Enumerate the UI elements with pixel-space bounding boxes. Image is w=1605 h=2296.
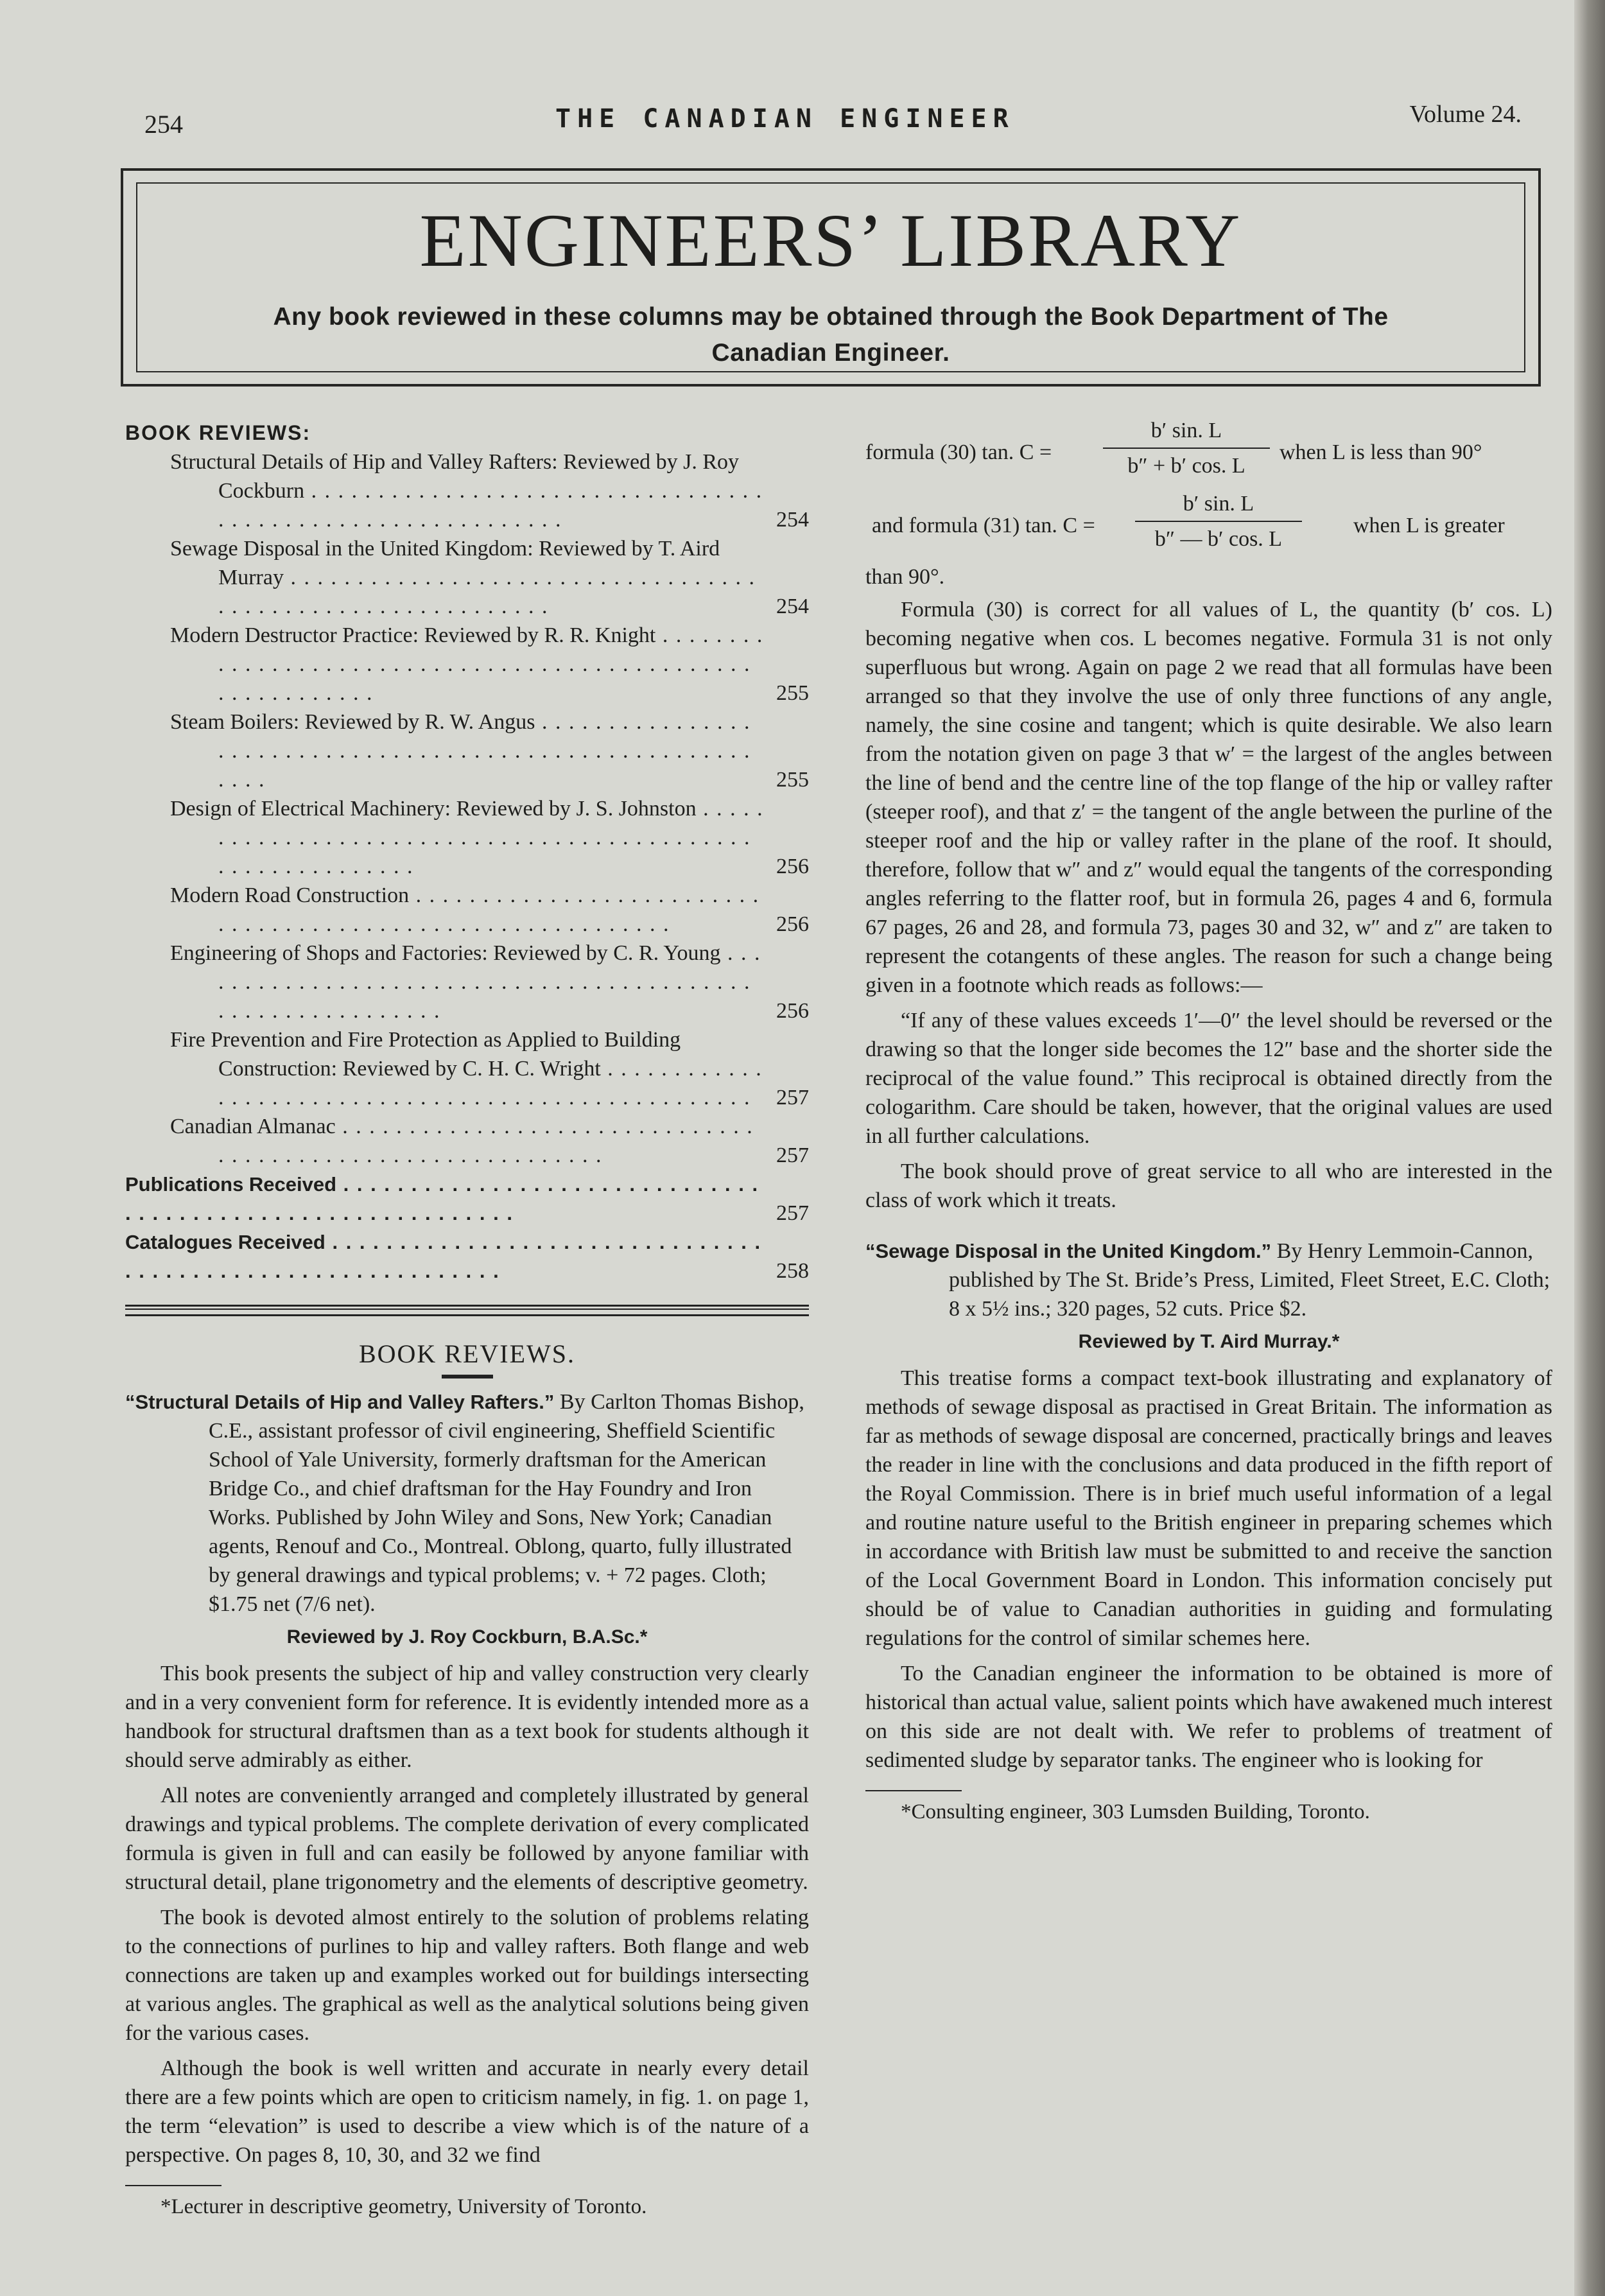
toc-entry: [125, 448, 809, 534]
review-2-paragraph: This treatise forms a compact text-book illustrating and explanatory of methods of sewage disposal as practised in Great Britain. The information as far as methods of sewage disposal are concerned, practically brings and leaves the reader in line with the conclusions and data produced in the fifth report of the Royal Commission. There is in brief much useful information of a legal and routine nature useful to the British engineer in preparing schemes which in accordance with British law must be submitted to and receive the sanction of the Local Government Board in London. This information concisely put should be of value to Canadian authorities in guiding and formulating regulations for the control of similar schemes here.: [865, 1366, 1552, 1650]
review-1-continued-paragraph: “If any of these values exceeds 1′—0″ the level should be reversed or the drawing so that the longer side becomes the 12″ base and the shorter side the reciprocal of the value found.” This reciprocal is obtained directly from the cologarithm. Care should be taken, however, that the original values are used in all further calculations.: [865, 1009, 1552, 1148]
running-header: [144, 96, 1522, 141]
review-2-reviewer: Reviewed by T. Aird Murray.*: [1078, 1331, 1340, 1352]
section-heading: BOOK REVIEWS.: [358, 1339, 576, 1368]
formula-31-condition: when L is greater: [1353, 514, 1505, 537]
review-1-continued-paragraph: The book should prove of great service to all who are interested in the class of work which it treats.: [865, 1160, 1552, 1212]
footnote-rule: [865, 1790, 962, 1791]
review-2-citation-text: By Henry Lemmoin-Cannon, published by The St. Bride’s Press, Limited, Fleet Street, E.C. Cloth; 8 x 5½ ins.; 320 pages, 52 cuts. Price $2.: [949, 1239, 1550, 1321]
toc-leader-dots: . . . . . . . . . . . . . . . . . . . . . . . . . . . . . . . . . . . . . . . . . . . . . . . . . . . . . . . . . . . .: [218, 941, 761, 1023]
section-divider: [125, 1305, 809, 1316]
library-banner: [121, 168, 1541, 387]
toc-entry-title: Steam Boilers: Reviewed by R. W. Angus . . . . . . . . . . . . . . . . . . . . . . . . . . . . . . . . . . . . . . . . . . . . . . . . . . . . . . . . . . . .: [170, 708, 764, 794]
toc-entry: [125, 534, 809, 621]
review-2-title: “Sewage Disposal in the United Kingdom.”: [865, 1240, 1272, 1262]
formula-30-numerator: b′ sin. L: [1150, 419, 1222, 442]
formula-30-lead: formula (30) tan. C =: [865, 440, 1052, 464]
toc-entry: [125, 1170, 809, 1228]
toc-entry-title: Sewage Disposal in the United Kingdom: Reviewed by T. Aird Murray . . . . . . . . . . . . . . . . . . . . . . . . . . . . . . . . . . . . . . . . . . . . . . . . . . . . . . . . . . . .: [170, 534, 764, 621]
formula-30: [865, 416, 1552, 487]
toc-entry-page: 256: [776, 855, 809, 878]
toc-entry: [125, 708, 809, 794]
toc-leader-dots: . . . . . . . . . . . . . . . . . . . . . . . . . . . . . . . . . . . . . . . . . . . . . . . . . . . . . . . . . . . .: [218, 883, 760, 936]
formula-31-fraction: [1135, 489, 1302, 553]
toc-leader-dots: . . . . . . . . . . . . . . . . . . . . . . . . . . . . . . . . . . . . . . . . . . . . . . . . . . . . . . . . . . . .: [218, 566, 756, 618]
toc-entry-page: 256: [776, 912, 809, 936]
toc-entry-page: 257: [776, 1086, 809, 1109]
toc-entry-title: Structural Details of Hip and Valley Rafters: Reviewed by J. Roy Cockburn . . . . . . . . . . . . . . . . . . . . . . . . . . . . . . . . . . . . . . . . . . . . . . . . . . . . . . . . . . . .: [170, 448, 764, 534]
toc-entry-page: 254: [776, 595, 809, 618]
formula-31-lead: and formula (31) tan. C =: [872, 514, 1095, 537]
toc-entry-title: Modern Destructor Practice: Reviewed by R. R. Knight . . . . . . . . . . . . . . . . . . . . . . . . . . . . . . . . . . . . . . . . . . . . . . . . . . . . . . . . . . . .: [170, 621, 764, 708]
left-column: [125, 416, 809, 2222]
toc-entry-page: 257: [776, 1144, 809, 1167]
toc-entry-page: 256: [776, 999, 809, 1023]
review-1-paragraph: All notes are conveniently arranged and completely illustrated by general drawings and typical problems. The complete derivation of every complicated formula is given in full and can easily be followed by anyone familiar with structural detail, plane trigonometry and the elements of descriptive geometry.: [125, 1784, 809, 1894]
review-1-reviewer: Reviewed by J. Roy Cockburn, B.A.Sc.*: [286, 1626, 648, 1648]
toc-entry: [125, 1025, 809, 1112]
journal-title: THE CANADIAN ENGINEER: [555, 104, 1015, 134]
formula-31: [865, 489, 1552, 560]
toc-entry-page: 254: [776, 508, 809, 532]
toc-entry-title: Catalogues Received . . . . . . . . . . . . . . . . . . . . . . . . . . . . . . . . . . . . . . . . . . . . . . . . . . . . . . . . . . . .: [125, 1228, 764, 1285]
toc-heading: BOOK REVIEWS:: [125, 421, 311, 444]
formula-tail: than 90°.: [865, 565, 945, 589]
banner-subtitle: Any book reviewed in these columns may be obtained through the Book Department of The Canadian Engineer.: [273, 303, 1389, 367]
toc-entry: [125, 794, 809, 881]
toc-entry: [125, 881, 809, 939]
toc-leader-dots: . . . . . . . . . . . . . . . . . . . . . . . . . . . . . . . . . . . . . . . . . . . . . . . . . . . . . . . . . . . .: [218, 710, 751, 792]
review-2-footnote: *Consulting engineer, 303 Lumsden Building, Toronto.: [901, 1800, 1370, 1823]
toc-entry-page: 255: [776, 768, 809, 792]
toc-entry-page: 257: [776, 1201, 809, 1225]
fraction-bar: [1135, 521, 1302, 522]
formula-30-fraction: [1103, 416, 1270, 480]
review-1-title: “Structural Details of Hip and Valley Rafters.”: [125, 1391, 555, 1413]
toc-leader-dots: . . . . . . . . . . . . . . . . . . . . . . . . . . . . . . . . . . . . . . . . . . . . . . . . . . . . . . . . . . . .: [125, 1173, 759, 1224]
review-1-citation-text: By Carlton Thomas Bishop, C.E., assistant professor of civil engineering, Sheffield Scientific School of Yale University, formerly draftsman for the American Bridge Co., and chief draftsman for the Hay Foundry and Iron Works. Published by John Wiley and Sons, New York; Canadian agents, Renouf and Co., Montreal. Oblong, quarto, fully illustrated by general drawings and typical problems; v. + 72 pages. Cloth; $1.75 net (7/6 net).: [209, 1390, 804, 1616]
toc-leader-dots: . . . . . . . . . . . . . . . . . . . . . . . . . . . . . . . . . . . . . . . . . . . . . . . . . . . . . . . . . . . .: [125, 1231, 762, 1282]
fraction-bar: [1103, 448, 1270, 449]
formula-31-numerator: b′ sin. L: [1183, 492, 1254, 516]
toc-entry-title: Engineering of Shops and Factories: Reviewed by C. R. Young . . . . . . . . . . . . . . . . . . . . . . . . . . . . . . . . . . . . . . . . . . . . . . . . . . . . . . . . . . . .: [170, 939, 764, 1025]
review-2-citation: [865, 1237, 1552, 1323]
toc-entry: [125, 621, 809, 708]
review-1-paragraph: This book presents the subject of hip and valley construction very clearly and in a very convenient form for reference. It is evidently intended more as a handbook for structural draftsmen than as a text book for students although it should serve admirably as either.: [125, 1662, 809, 1772]
formula-31-denominator: b″ — b′ cos. L: [1154, 527, 1283, 551]
review-1-continued-paragraph: Formula (30) is correct for all values of L, the quantity (b′ cos. L) becoming negative when cos. L becomes negative. Formula 31 is not only superfluous but wrong. Again on page 2 we read that all formulas have been arranged so that they involve the use of only three functions of any angle, namely, the sine cosine and tangent; which is quite desirable. We also learn from the notation given on page 3 that w′ = the largest of the angles between the line of bend and the centre line of the top flange of the hip or valley rafter (steeper roof), and that z′ = the tangent of the angle between the purline of the steeper roof and the hip or valley rafter in the plane of the roof. It should, therefore, follow that w″ and z″ would equal the tangents of the corresponding angles referring to the flatter roof, but in formula 26, pages 4 and 6, formula 67 pages, 26 and 28, and formula 73, pages 30 and 32, w″ and z″ are taken to represent the cotangents of these angles. The reason for such a change being given in a footnote which reads as follows:—: [865, 598, 1552, 997]
banner-inner-frame: [136, 182, 1525, 372]
page-number: 254: [144, 110, 183, 139]
toc-leader-dots: . . . . . . . . . . . . . . . . . . . . . . . . . . . . . . . . . . . . . . . . . . . . . . . . . . . . . . . . . . . .: [218, 1115, 754, 1167]
toc-entry-page: 258: [776, 1259, 809, 1283]
review-2-paragraph: To the Canadian engineer the information to be obtained is more of historical than actual value, salient points which have awakened much interest on this side are not dealt with. We refer to problems of treatment of sedimented sludge by separator tanks. The engineer who is looking for: [865, 1662, 1552, 1772]
table-of-contents: [125, 448, 809, 1285]
banner-title: ENGINEERS’ LIBRARY: [419, 198, 1242, 283]
toc-entry: [125, 939, 809, 1025]
formula-30-denominator: b″ + b′ cos. L: [1127, 454, 1245, 478]
toc-leader-dots: . . . . . . . . . . . . . . . . . . . . . . . . . . . . . . . . . . . . . . . . . . . . . . . . . . . .: [218, 1057, 763, 1109]
review-1-citation: [125, 1387, 809, 1619]
review-1-paragraph: The book is devoted almost entirely to the solution of problems relating to the connections of purlines to hip and valley rafters. Both flange and web connections are taken up and examples worked out for buildings intersecting at various angles. The graphical as well as the analytical solutions being given for the various cases.: [125, 1906, 809, 2045]
toc-leader-dots: . . . . . . . . . . . . . . . . . . . . . . . . . . . . . . . . . . . . . . . . . . . . . . . . . . . . . . . . . . . .: [218, 479, 763, 532]
toc-entry-title: Design of Electrical Machinery: Reviewed by J. S. Johnston . . . . . . . . . . . . . . . . . . . . . . . . . . . . . . . . . . . . . . . . . . . . . . . . . . . . . . . . . . . .: [170, 794, 764, 881]
toc-entry: [125, 1112, 809, 1170]
toc-entry: [125, 1228, 809, 1285]
toc-leader-dots: . . . . . . . . . . . . . . . . . . . . . . . . . . . . . . . . . . . . . . . . . . . . . . . . . . . . . . . . . . . .: [218, 797, 764, 878]
heading-underbar: [442, 1375, 493, 1378]
formula-30-condition: when L is less than 90°: [1280, 440, 1482, 464]
toc-entry-title: Fire Prevention and Fire Protection as Applied to Building Construction: Reviewed by C. H. C. Wright . . . . . . . . . . . . . . . . . . . . . . . . . . . . . . . . . . . . . . . . . . . . . . . . . . . .: [170, 1025, 764, 1112]
review-1-footnote: *Lecturer in descriptive geometry, University of Toronto.: [160, 2195, 647, 2218]
toc-entry-page: 255: [776, 681, 809, 705]
volume-label: Volume 24.: [1409, 101, 1522, 128]
footnote-rule: [125, 2185, 221, 2186]
binding-gutter: [1574, 0, 1605, 2296]
toc-leader-dots: . . . . . . . . . . . . . . . . . . . . . . . . . . . . . . . . . . . . . . . . . . . . . . . . . . . . . . . . . . . .: [218, 623, 764, 705]
review-1-paragraph: Although the book is well written and accurate in nearly every detail there are a few points which are open to criticism namely, in fig. 1. on page 1, the term “elevation” is used to describe a view which is of the nature of a perspective. On pages 8, 10, 30, and 32 we find: [125, 2057, 809, 2167]
right-column: [865, 416, 1552, 1827]
toc-entry-title: Canadian Almanac . . . . . . . . . . . . . . . . . . . . . . . . . . . . . . . . . . . . . . . . . . . . . . . . . . . . . . . . . . . .: [170, 1112, 764, 1170]
toc-entry-title: Publications Received . . . . . . . . . . . . . . . . . . . . . . . . . . . . . . . . . . . . . . . . . . . . . . . . . . . . . . . . . . . .: [125, 1170, 764, 1228]
toc-entry-title: Modern Road Construction . . . . . . . . . . . . . . . . . . . . . . . . . . . . . . . . . . . . . . . . . . . . . . . . . . . . . . . . . . . .: [170, 881, 764, 939]
